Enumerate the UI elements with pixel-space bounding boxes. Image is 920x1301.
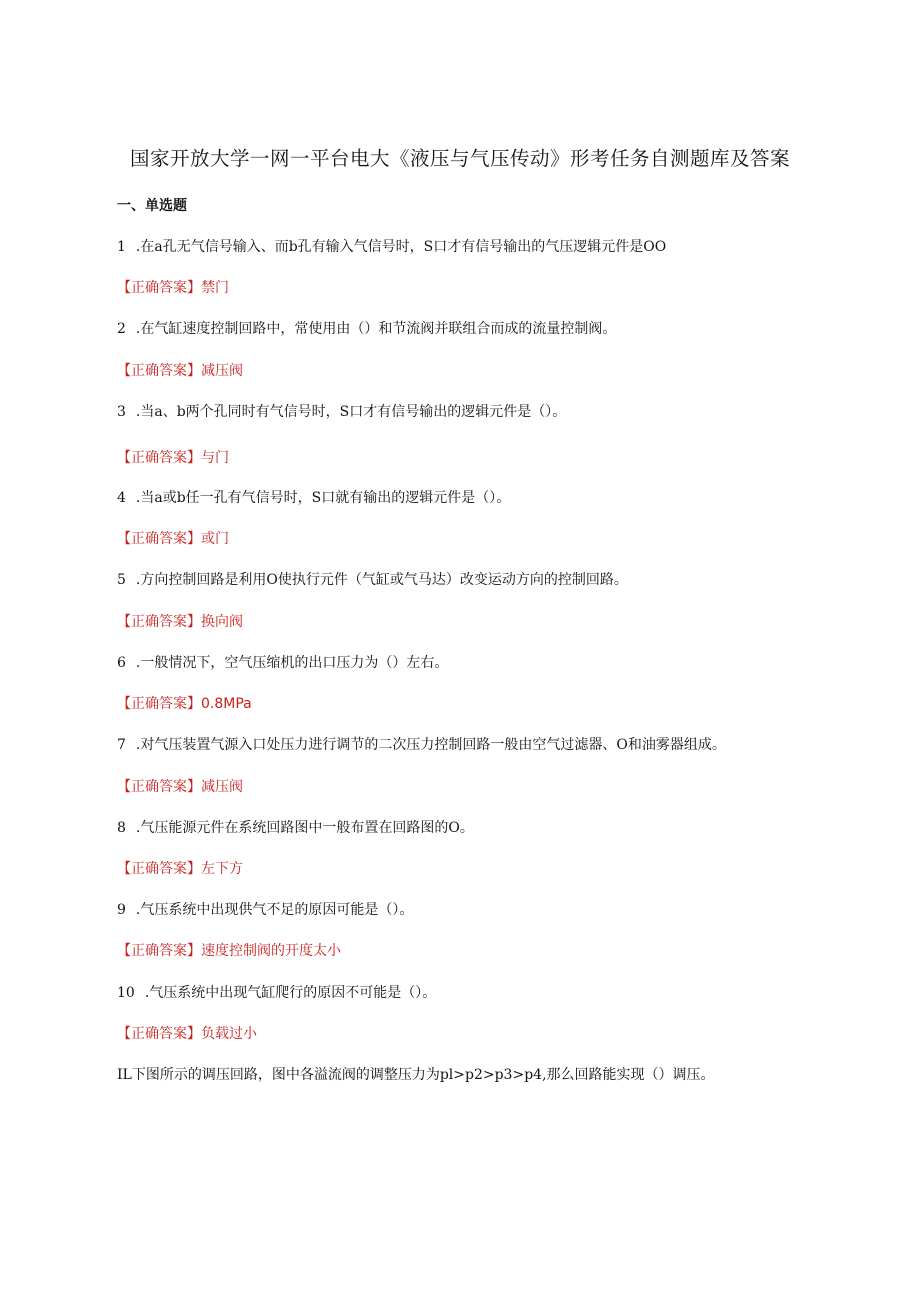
question-item	[117, 734, 726, 754]
answer-item	[117, 858, 243, 878]
answer-text: 0.8MPa	[201, 696, 252, 712]
answer-tag: 【正确答案】	[117, 531, 201, 547]
answer-tag: 【正确答案】	[117, 614, 201, 630]
answer-item	[117, 611, 243, 631]
question-text: .气压系统中出现供气不足的原因可能是（）。	[135, 902, 414, 918]
question-number: 9	[117, 902, 126, 918]
question-text: .对气压装置气源入口处压力进行调节的二次压力控制回路一般由空气过滤器、O和油雾器组成。	[135, 737, 726, 753]
question-text: .当a、b两个孔同时有气信号时，S口才有信号输出的逻辑元件是（）。	[135, 404, 567, 420]
question-number: 5	[117, 572, 126, 588]
question-text: .一般情况下，空气压缩机的出口压力为（）左右。	[135, 655, 449, 671]
answer-tag: 【正确答案】	[117, 779, 201, 795]
document-title: 国家开放大学一网一平台电大《液压与气压传动》形考任务自测题库及答案	[129, 147, 790, 170]
answer-text: 与门	[201, 450, 229, 466]
answer-tag: 【正确答案】	[117, 696, 201, 712]
answer-text: 负载过小	[201, 1026, 257, 1042]
question-number: 4	[117, 490, 126, 506]
question-item	[117, 899, 413, 919]
question-item	[117, 652, 448, 672]
answer-tag: 【正确答案】	[117, 363, 201, 379]
answer-item	[117, 447, 229, 467]
question-item	[117, 982, 436, 1002]
answer-item	[117, 940, 341, 960]
question-number: 1	[117, 239, 126, 255]
answer-tag: 【正确答案】	[117, 861, 201, 877]
question-text: .气压系统中出现气缸爬行的原因不可能是（）。	[144, 985, 437, 1001]
answer-tag: 【正确答案】	[117, 943, 201, 959]
question-number: 8	[117, 820, 126, 836]
answer-text: 或门	[201, 531, 229, 547]
question-number: 6	[117, 655, 126, 671]
question-text: .气压能源元件在系统回路图中一般布置在回路图的O。	[135, 820, 474, 836]
question-text: .在气缸速度控制回路中，常使用由（）和节流阀并联组合而成的流量控制阀。	[135, 321, 617, 337]
answer-tag: 【正确答案】	[117, 1026, 201, 1042]
question-text: .方向控制回路是利用O使执行元件（气缸或气马达）改变运动方向的控制回路。	[135, 572, 628, 588]
answer-text: 禁门	[201, 280, 229, 296]
question-item	[117, 236, 666, 256]
answer-tag: 【正确答案】	[117, 280, 201, 296]
answer-item	[117, 776, 243, 796]
answer-text: 减压阀	[201, 363, 243, 379]
question-item	[117, 817, 474, 837]
answer-text: 换向阀	[201, 614, 243, 630]
answer-item	[117, 360, 243, 380]
answer-text: 速度控制阀的开度太小	[201, 943, 341, 959]
answer-text: 减压阀	[201, 779, 243, 795]
question-item	[117, 487, 510, 507]
question-number: 2	[117, 321, 126, 337]
question-number: 7	[117, 737, 126, 753]
answer-item	[117, 693, 252, 713]
question-number: 3	[117, 404, 126, 420]
question-item	[117, 401, 566, 421]
section-heading: 一、单选题	[117, 198, 187, 214]
question-item	[117, 569, 628, 589]
answer-item	[117, 277, 229, 297]
answer-item	[117, 528, 229, 548]
question-item: IL下图所示的调压回路，图中各溢流阀的调整压力为pl>p2>p3>p4,那么回路能实现（）调压。	[117, 1067, 715, 1083]
answer-tag: 【正确答案】	[117, 450, 201, 466]
answer-item	[117, 1023, 257, 1043]
question-text: .在a孔无气信号输入、而b孔有输入气信号时，S口才有信号输出的气压逻辑元件是OO	[135, 239, 667, 255]
question-text: .当a或b任一孔有气信号时，S口就有输出的逻辑元件是（）。	[135, 490, 511, 506]
answer-text: 左下方	[201, 861, 243, 877]
question-item	[117, 318, 616, 338]
question-number: 10	[117, 985, 135, 1001]
